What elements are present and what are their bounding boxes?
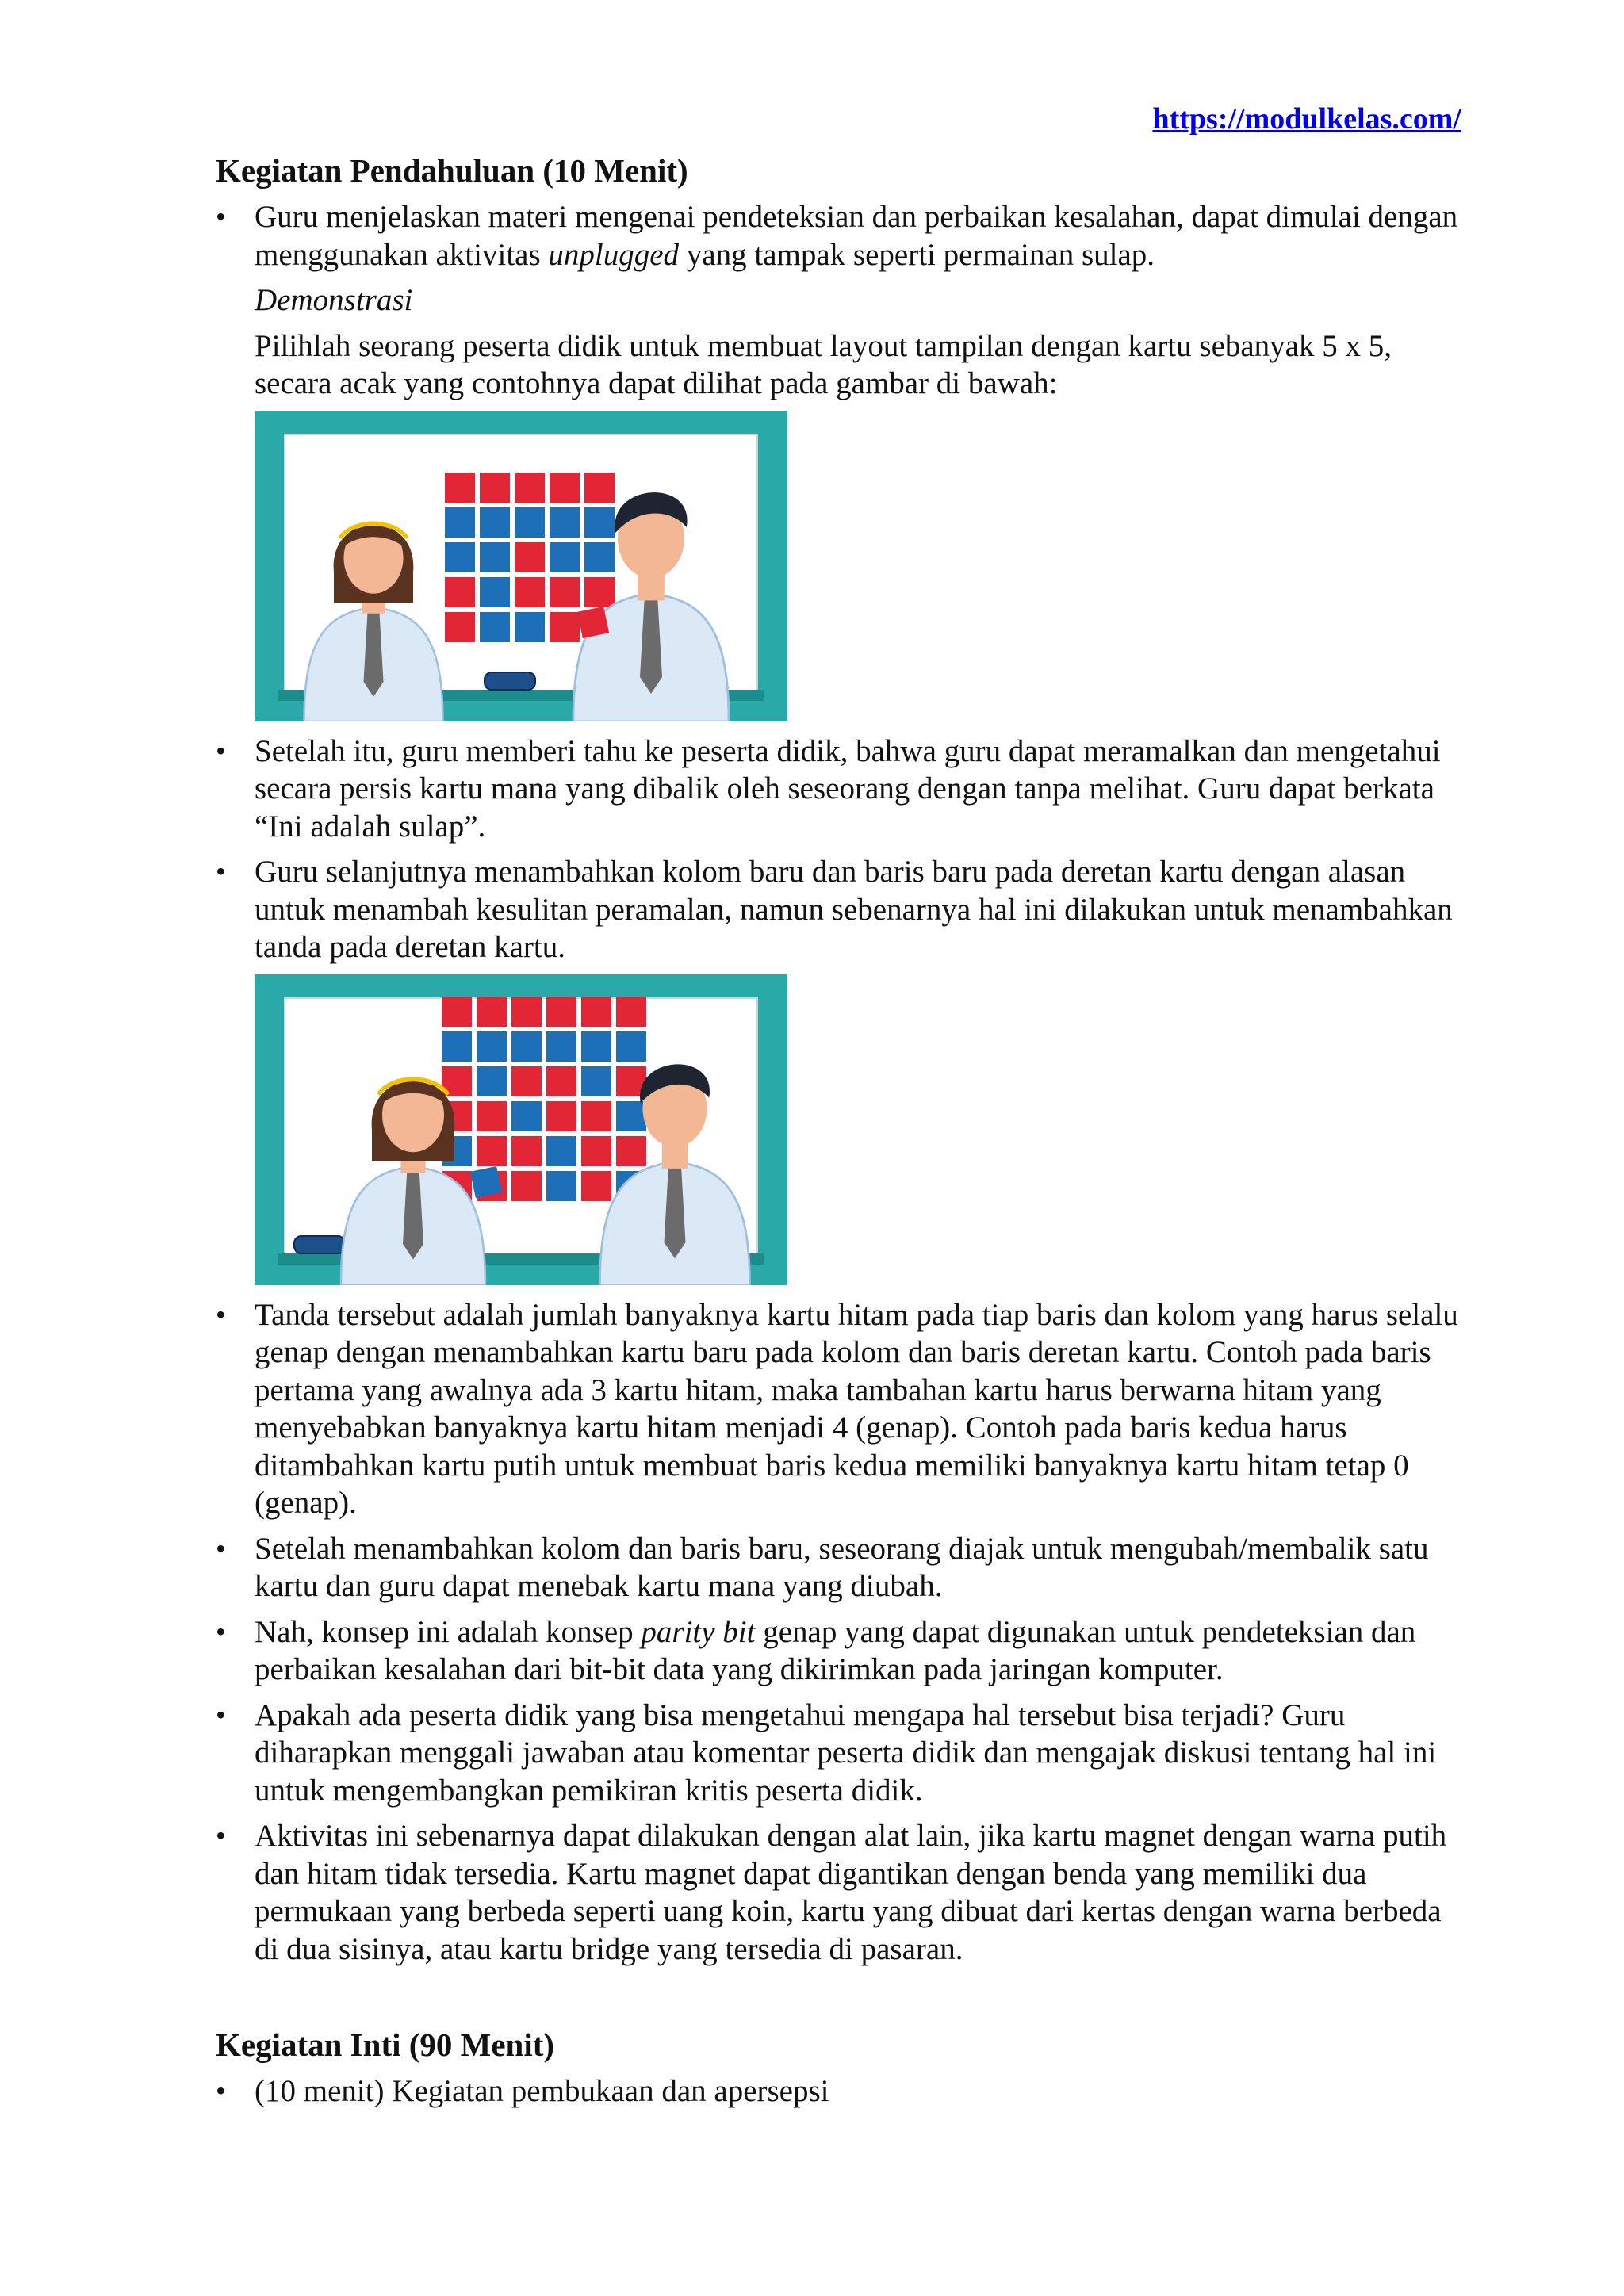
card-tile xyxy=(515,473,545,503)
card-tile xyxy=(515,542,545,572)
card-tile xyxy=(584,542,615,572)
card-tile xyxy=(477,1031,507,1062)
card-tile xyxy=(550,612,580,642)
demo-text: Pilihlah seorang peserta didik untuk membuat layout tampilan dengan kartu sebanyak 5 x 5, secara acak yang contohnya dapat dilihat pada gambar di bawah: xyxy=(255,328,1392,400)
bullet-list-pendahuluan xyxy=(216,198,1469,274)
card-tile xyxy=(581,1031,611,1062)
card-tile xyxy=(581,1066,611,1096)
card-tile xyxy=(515,507,545,538)
text-italic: unplugged xyxy=(548,237,680,272)
card-tile xyxy=(546,1031,576,1062)
list-item: • Tanda tersebut adalah jumlah banyaknya kartu hitam pada tiap baris dan kolom yang harus selalu genap dengan menambahkan kartu baru pada kolom dan baris deretan kartu. Contoh pada baris pertama yang awalnya ada 3 kartu hitam, maka tambahan kartu harus berwarna hitam yang menyebabkan banyaknya kartu hitam menjadi 4 (genap). Contoh pada baris kedua harus ditambahkan kartu putih untuk membuat baris kedua memiliki banyaknya kartu hitam tetap 0 (genap). xyxy=(216,1296,1469,1522)
section-heading-pendahuluan: Kegiatan Pendahuluan (10 Menit) xyxy=(216,152,688,189)
bullet-list-pendahuluan-2 xyxy=(216,733,1469,966)
held-card xyxy=(577,606,609,637)
eraser-shape xyxy=(294,1236,345,1253)
text-segment: yang tampak seperti permainan sulap. xyxy=(679,237,1155,272)
text-segment: Nah, konsep ini adalah konsep xyxy=(255,1614,642,1649)
list-item: • Guru selanjutnya menambahkan kolom baru dan baris baru pada deretan kartu dengan alasan untuk menambah kesulitan peramalan, namun sebenarnya hal ini dilakukan untuk menambahkan tanda pada deretan kartu. xyxy=(216,853,1469,966)
card-tile xyxy=(445,473,475,503)
card-tile xyxy=(581,1136,611,1166)
card-tile xyxy=(511,1066,542,1096)
card-tile xyxy=(445,542,475,572)
section-heading-inti: Kegiatan Inti (90 Menit) xyxy=(216,2026,555,2063)
card-tile xyxy=(581,997,611,1027)
card-tile xyxy=(550,473,580,503)
content xyxy=(216,151,1469,2118)
card-tile xyxy=(445,612,475,642)
card-tile xyxy=(477,1136,507,1166)
card-tile xyxy=(546,1066,576,1096)
eraser-shape xyxy=(485,672,535,690)
illustration-grid-5x5 xyxy=(255,411,787,721)
card-tile xyxy=(477,1066,507,1096)
card-tile xyxy=(616,1136,646,1166)
list-item: • Apakah ada peserta didik yang bisa mengetahui mengapa hal tersebut bisa terjadi? Guru diharapkan menggali jawaban atau komentar peserta didik dan mengajak diskusi tentang hal ini untuk mengembangkan pemikiran kritis peserta didik. xyxy=(216,1697,1469,1810)
text-segment: Guru menjelaskan materi mengenai pendeteksian dan perbaikan kesalahan, dapat dimulai dengan menggunakan aktivitas xyxy=(255,200,1458,272)
card-tile xyxy=(480,612,510,642)
board-illustration-image xyxy=(255,411,787,721)
card-tile xyxy=(511,1031,542,1062)
card-tile xyxy=(511,997,542,1027)
card-tile xyxy=(616,1031,646,1062)
card-tile xyxy=(584,473,615,503)
card-tile xyxy=(616,1101,646,1131)
card-tile xyxy=(511,1171,542,1201)
card-tile xyxy=(445,577,475,607)
card-tile xyxy=(477,997,507,1027)
card-tile xyxy=(581,1171,611,1201)
card-tile xyxy=(442,997,472,1027)
board-illustration-image xyxy=(255,974,787,1285)
card-tile xyxy=(584,507,615,538)
bullet-list-inti xyxy=(216,2072,1469,2110)
card-tile xyxy=(480,542,510,572)
card-tile xyxy=(581,1101,611,1131)
card-tile xyxy=(546,997,576,1027)
card-tile xyxy=(515,577,545,607)
list-item xyxy=(216,198,1469,274)
card-tile xyxy=(584,577,615,607)
list-item: • Setelah menambahkan kolom dan baris baru, seseorang diajak untuk mengubah/membalik satu kartu dan guru dapat menebak kartu mana yang diubah. xyxy=(216,1530,1469,1605)
card-tile xyxy=(515,612,545,642)
spacer xyxy=(216,1976,1469,2025)
bullet-list-pendahuluan-3 xyxy=(216,1296,1469,1969)
card-tile xyxy=(550,577,580,607)
card-tile xyxy=(480,507,510,538)
illustration-grid-6x6 xyxy=(255,974,787,1285)
card-tile xyxy=(511,1136,542,1166)
card-tile xyxy=(546,1171,576,1201)
header-url-link[interactable]: https://modulkelas.com/ xyxy=(1152,102,1461,136)
card-tile xyxy=(477,1101,507,1131)
held-card xyxy=(470,1165,502,1197)
text-segment: genap yang dapat digunakan untuk pendeteksian dan perbaikan kesalahan dari bit-bit data yang dikirimkan pada jaringan komputer. xyxy=(255,1614,1416,1686)
card-tile xyxy=(546,1136,576,1166)
card-tile xyxy=(511,1101,542,1131)
card-tile xyxy=(546,1101,576,1131)
text-italic: parity bit xyxy=(641,1614,756,1649)
card-tile xyxy=(550,507,580,538)
card-tile xyxy=(480,473,510,503)
card-tile xyxy=(442,1031,472,1062)
card-tile xyxy=(616,997,646,1027)
card-tile xyxy=(445,507,475,538)
card-tile xyxy=(480,577,510,607)
list-item: • (10 menit) Kegiatan pembukaan dan apersepsi xyxy=(216,2072,1469,2110)
list-item: • Aktivitas ini sebenarnya dapat dilakukan dengan alat lain, jika kartu magnet dengan warna putih dan hitam tidak tersedia. Kartu magnet dapat digantikan dengan benda yang memiliki dua permukaan yang berbeda seperti uang koin, kartu yang dibuat dari kertas dengan warna berbeda di dua sisinya, atau kartu bridge yang tersedia di pasaran. xyxy=(216,1817,1469,1968)
demo-label: Demonstrasi xyxy=(255,283,413,317)
list-item: • Setelah itu, guru memberi tahu ke peserta didik, bahwa guru dapat meramalkan dan mengetahui secara persis kartu mana yang dibalik oleh seseorang dengan tanpa melihat. Guru dapat berkata “Ini adalah sulap”. xyxy=(216,733,1469,846)
list-item xyxy=(216,1613,1469,1689)
card-tile xyxy=(550,542,580,572)
